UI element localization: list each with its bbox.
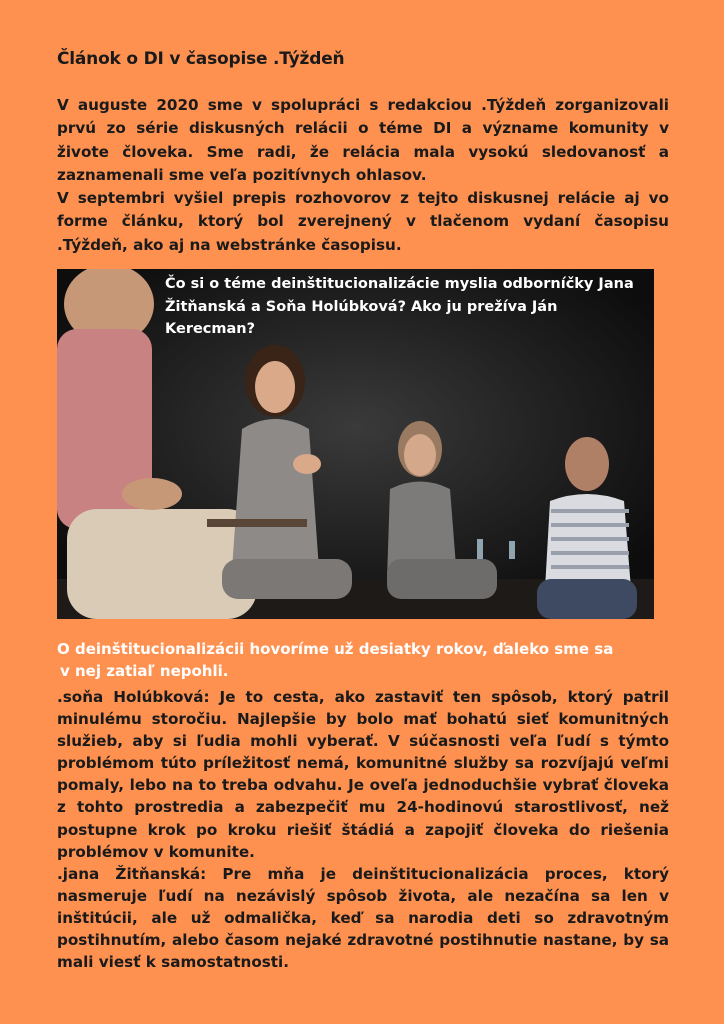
answer-text: Je to cesta, ako zastaviť ten spôsob, ktorý patril minulému storočiu. Najlepšie by bolo mať bohatú sieť komunitných služieb, aby si ľudia mohli vyberať. V súčasnosti veľa ľudí s týmto problémom túto príležitosť nemá, komunitné služby sa rozvíjajú veľmi pomaly, lebo na to treba odvahu. Je oveľa jednoduchšie vybrať človeka z tohto prostredia a zabezpečiť mu 24-hodinovú starostlivosť, než postupne krok po kroku riešiť štádiá a zapojiť človeka do riešenia problémov v komunite. [57, 688, 669, 861]
answer-text: Pre mňa je deinštitucionalizácia proces, ktorý nasmeruje ľudí na nezávislý spôsob života, ale nezačína sa len v inštitúcii, ale už odmalička, keď sa narodia deti so zdravotným postihnutím, alebo časom nejaké zdravotné postihnutie nastane, by sa mali viesť k samostatnosti. [57, 864, 669, 972]
speaker-name: .jana Žitňanská: [57, 864, 207, 883]
speaker-name: .soňa Holúbková: [57, 688, 210, 706]
intro-text [57, 94, 669, 257]
article-title: Článok o DI v časopise .Týždeň [57, 49, 345, 69]
intro-paragraph-2: V septembri vyšiel prepis rozhovorov z tejto diskusnej relácie aj vo forme článku, ktorý bol zverejnený v tlačenom vydaní časopisu .Týždeň, ako aj na webstránke časopisu. [57, 189, 669, 254]
question-line-1: O deinštitucionalizácii hovoríme už desiatky rokov, ďaleko sme sa [57, 640, 614, 658]
answer-holubkova [57, 686, 669, 863]
interview-question [57, 638, 657, 682]
question-line-2: v nej zatiaľ nepohli. [60, 662, 229, 680]
intro-paragraph-1: V auguste 2020 sme v spolupráci s redakciou .Týždeň zorganizovali prvú zo série diskusných relácii o téme DI a význame komunity v živote človeka. Sme radi, že relácia mala vysokú sledovanosť a zaznamenali sme veľa pozitívnych ohlasov. [57, 96, 669, 184]
answer-zitnanska [57, 863, 669, 973]
discussion-photo [57, 269, 654, 619]
photo-caption: Čo si o téme deinštitucionalizácie myslia odborníčky Jana Žitňanská a Soňa Holúbková? Ako ju prežíva Ján Kerecman? [165, 276, 634, 337]
interview-answers [57, 686, 669, 973]
